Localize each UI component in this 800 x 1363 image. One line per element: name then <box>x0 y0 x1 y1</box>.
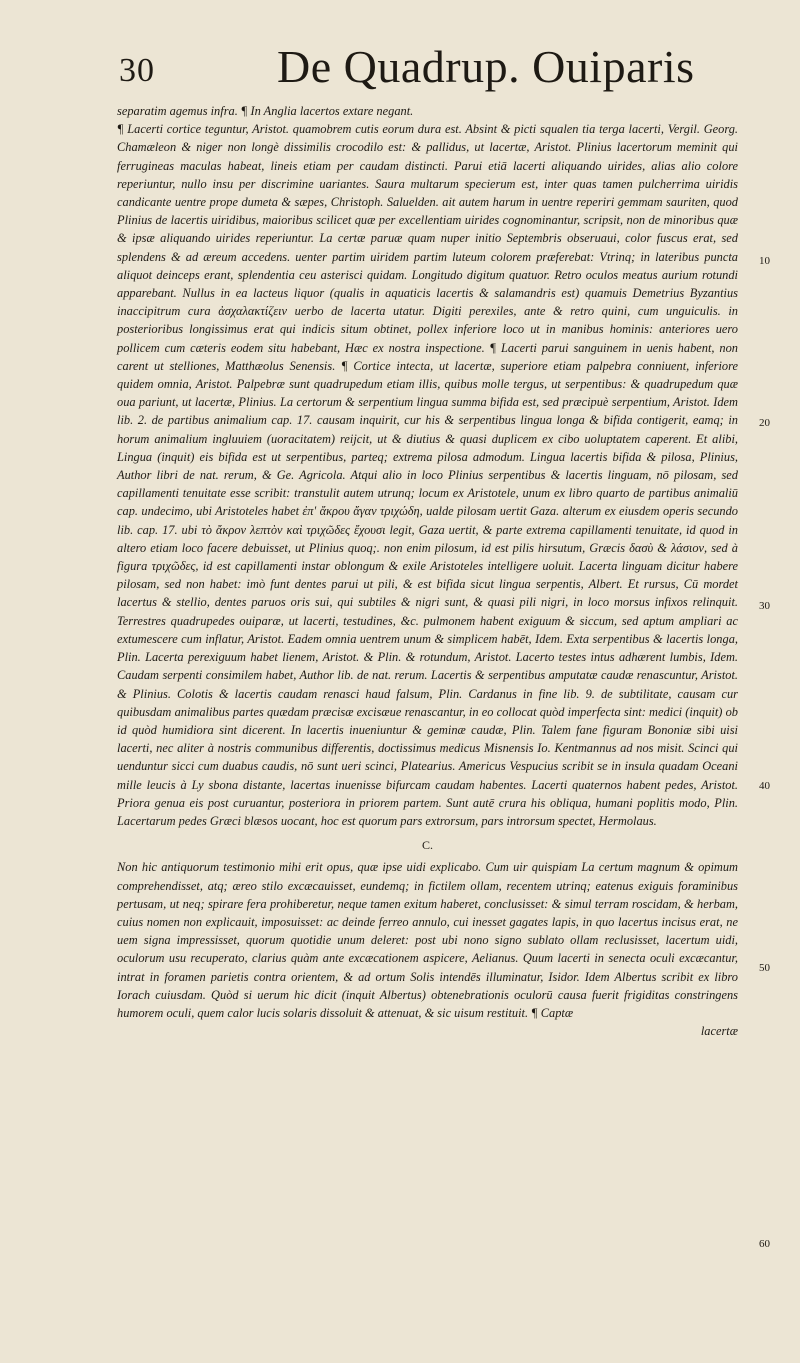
section-mark: C. <box>421 838 433 853</box>
running-head: De Quadrup. Ouiparis <box>277 41 695 92</box>
paragraph: ¶ Lacerti cortice teguntur, Aristot. quamobrem cutis eorum dura est. Absint & picti squalen tia terga lacerti, Vergil. Georg. Chamæleon & niger non longè dissimilis crocodilo est: & pallidus, ut lacertæ, Aristot. Plinius lacertorum meminit qui ferrugineas maculas habeat, lineis etiam per caudam distincti. Parui etiā lacerti aliquando uirides, alias alio colore reperiuntur, nullo insu per discrimine uariantes. Saura multarum specierum est, inter quas tamen pulcherrima uiridis candicante uentre prope dumeta & sæpes, Christoph. Saluelden. ait autem harum in uentre reperiri gemmam sauriten, quod Plinius de lacertis uiridibus, maioribus scilicet quæ per excellentiam uirides cognominantur, scripsit, non de minoribus quæ & ipsæ aliquando uirides reperiuntur. La certæ paruæ quam nuper initio Septembris obseruaui, color fuscus erat, sed splendens & ad æreum accedens. uenter partim uiridem partim luteum colorem præferebat: Vtrinq; in lateribus puncta aliquot deinceps erant, splendentia ceu asterisci quidam. Longitudo digitum quatuor. Retro oculos meatus aurium rotundi apparebant. Nullus in ea lacteus liquor (qualis in aquaticis lacertis & salamandris est) quamuis Demetrius Byzantius inaccipitrum cura ἀσχαλακτίζειν uerbo de lacerta utatur. Digiti perexiles, ante & retro quini, cum unguiculis. in posterioribus longissimus erat qui indicis situm obtinet, pollex inferiore loco ut in manibus hominis: anteriores uero pollicem cum cæteris eodem situ habebant, Hæc ex nostra inspectione. ¶ Lacerti parui sanguinem in uenis habent, non carent ut stelliones, Matthæolus Senensis. ¶ Cortice intecta, ut lacertæ, superiore etiam palpebra conniuent, inferiore quidem omnia, Aristot. Palpebræ sunt quadrupedum etiam illis, quibus molle tergus, ut serpentibus: & quadrupedum quæ oua pariunt, ut lacertæ, Plinius. La certorum & serpentium lingua summa bifida est, sed præcipuè serpentium, Aristot. Idem lib. 2. de partibus animalium cap. 17. causam inquirit, cur his & serpentibus lingua longa & bifida contigerit, eamq; in horum animalium ingluuiem (uoracitatem) reijcit, ut & diutius & quasi duplicem ex cibo uoluptatem caperent. Et alibi, Lingua (inquit) eis bifida est ut serpentibus, parteq; extrema pilosa admodum. Lingua lacertis bifida & pilosa, Plinius, Author libri de nat. rerum, & Ge. Agricola. Atqui alio in loco Plinius serpentibus & lacertis linguam, nō pilosam, sed capillamenti tenuitate esse scribit: transtulit autem utrunq; locum ex Aristotele, unum ex libro quarto de partibus animaliū cap. undecimo, ubi Aristoteles habet ἐπ' ἄκρου ἄγαν τριχώδη, ualde pilosam uertit Gaza. alterum ex eiusdem operis secundo lib. cap. 17. ubi τὸ ἄκρον λεπτὸν καὶ τριχῶδες ἔχουσι legit, Gaza uertit, & parte extrema capillamenti tenuitate, id quod in altero etiam loco facere debuisset, ut Plinius quoq;. non enim pilosum, id est pilis hirsutum, Græcis δασὺ & λάσιον, sed à figura τριχῶδες, id est capillamenti instar oblongum & exile Aristoteles intelligere uoluit. Lacerta linguam dicitur habere pilosam, sed non habet: imò funt dentes parui ut pili, & est bifida sicut lingua serpentis, Albert. Et rursus, Cū mordet lacertus & stellio, dentes paruos oris sui, qui subtiles & nigri sunt, & quasi pili nigri, in loco morsus infixos relinquit. Terrestres quadrupedes ouiparæ, ut lacerti, testudines, &c. pulmonem habent exiguum & siccum, sed aptum ampliari ac extumescere cum inflatur, Aristot. Eadem omnia uentrem unum & simplicem habēt, Idem. Exta serpentibus & lacertis longa, Plin. Lacerta perexiguum habet lienem, Aristot. & Plin. & rotundum, Aristot. Lacerto testes intus adhærent lumbis, Idem. Caudam serpenti consimilem habet, Author lib. de nat. rerum. Lacertis & serpentibus amputatæ caudæ renascuntur, Aristot. & Plinius. Colotis & lacertis caudam renasci haud falsum, Plin. Cardanus in fine lib. 9. de subtilitate, causam cur quibusdam animalibus partes quædam præcisæ excisæue renascantur, in eo collocat quòd imperfecta sint: medici (inquit) ob id quòd humidiora sint dicerent. In lacertis inueniuntur & geminæ caudæ, Plin. Talem fane figuram Bononiæ sibi uisi lacerti, nec aliter à nostris communibus differentis, doctissimus medicus Misnensis Io. Kentmannus ad nos misit. Scinci qui uenduntur sicci cum duabus caudis, nō sunt ueri scinci, Platearius. Americus Vespucius scribit se in insula quadam Oceani mille leucis à Ly sbona distante, lacertas inuenisse bifurcam caudam habentes. Lacerti quaternos habent pedes, Aristot. Priora genua eis post curuantur, posteriora in priorem partem. Sunt autē crura his obliqua, humani poplitis modo, Plin. Lacertarum pedes Græci blæsos uocant, hoc est quorum pars extrorsum, pars introrsum spectet, Hermolaus. <box>117 122 738 828</box>
page-header <box>117 41 738 96</box>
catchword: lacertæ <box>700 1024 738 1039</box>
margin-line-number: 10 <box>759 255 770 267</box>
margin-line-number: 20 <box>759 417 770 429</box>
page-number: 30 <box>119 52 155 89</box>
margin-line-number: 60 <box>759 1238 770 1250</box>
margin-line-number: 40 <box>759 780 770 792</box>
text-body <box>117 102 738 1040</box>
margin-line-number: 30 <box>759 600 770 612</box>
margin-line-number: 50 <box>759 962 770 974</box>
paragraph: Non hic antiquorum testimonio mihi erit opus, quæ ipse uidi explicabo. Cum uir quispiam La certum magnum & opimum comprehendisset, atq; æreo stilo excæcauisset, eundemq; in fictilem ollam, recentem utrinq; eatenus exiguis foraminibus pertusam, ut neq; spirare fera prohiberetur, neque tamen exitum haberet, conclusisset: & simul terram roscidam, & herbam, cuius nomen non explicauit, imposuisset: ac deinde ferreo annulo, cui inesset gagates lapis, in quo lacertus incisus erat, ne uem signa impressisset, quorum quotidie unum deleret: post ubi nono signo sublato ollam reclusisset, lacertum uidi, oculorum usu recuperato, clarius quàm ante excæcationem aspicere, Aelianus. Quum lacerti in senecta oculi excæcantur, intrat in foramen parietis contra orientem, & ad ortum Solis intendēs illuminatur, Isidor. Idem Albertus scribit ex libro Iorach cuiusdam. Quòd si uerum hic dicit (inquit Albertus) obtenebrationis oculorū causa fuerit frigiditas constringens humorem oculi, quem calor lucis solaris dissoluit & attenuat, & sic uisum restituit. ¶ Captæ <box>117 860 738 1020</box>
paragraph: separatim agemus infra. ¶ In Anglia lacertos extare negant. <box>117 104 414 118</box>
